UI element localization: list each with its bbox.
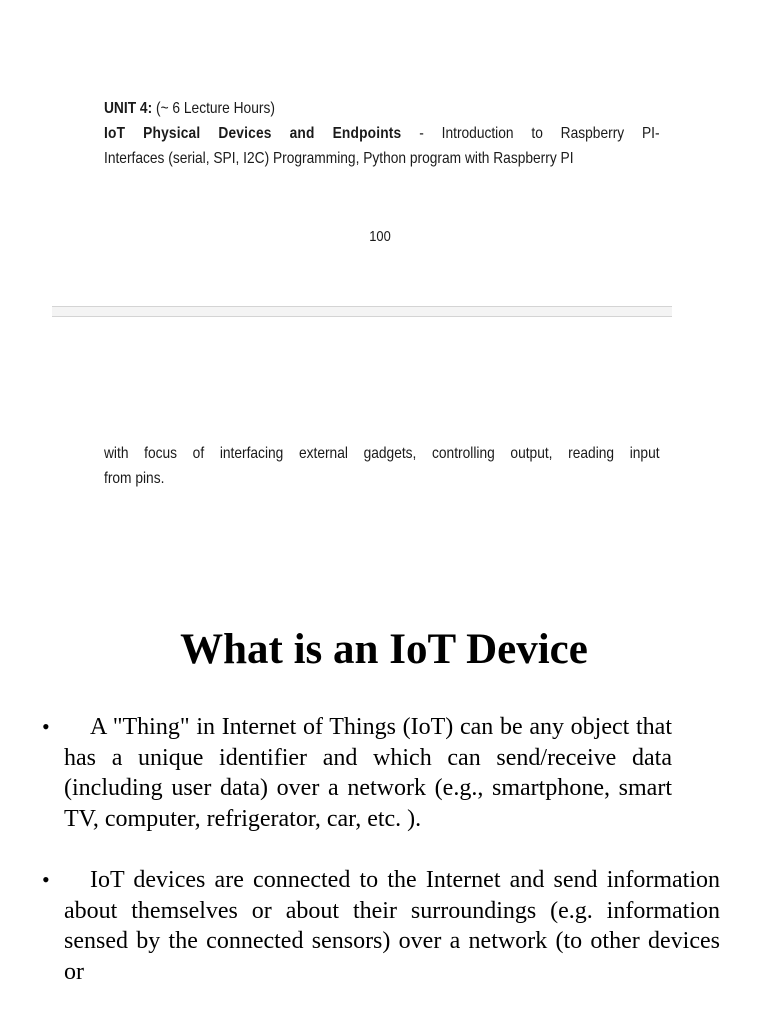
page-number: 100 (369, 228, 391, 245)
syllabus-excerpt (104, 96, 660, 171)
page-break-divider (52, 306, 672, 317)
bullet-item (0, 865, 768, 987)
bullet-item (0, 712, 672, 834)
unit-label: UNIT 4: (104, 100, 153, 117)
topic-description: - Introduction to Raspberry PI- (401, 125, 660, 142)
bullet-text: A "Thing" in Internet of Things (IoT) can be any object that has a unique identifier and which can send/receive data (including user data) over a network (e.g., smartphone, smart TV, computer, refrigerator, car, etc. ). (64, 714, 672, 832)
bullet-list (0, 712, 768, 987)
topic-title: IoT Physical Devices and Endpoints (104, 125, 402, 142)
bullet-marker: • (42, 714, 50, 739)
continuation-line-2: from pins. (104, 470, 165, 487)
topic-line (104, 121, 660, 146)
unit-hours: (~ 6 Lecture Hours) (152, 100, 275, 117)
continuation-line-1: with focus of interfacing external gadgets, controlling output, reading input (104, 445, 660, 462)
bullet-marker: • (42, 867, 50, 892)
slide-title: What is an IoT Device (180, 626, 588, 673)
bullet-text: IoT devices are connected to the Internet and send information about themselves or about their surroundings (e.g. information sensed by the connected sensors) over a network (to other devices or (64, 867, 720, 985)
syllabus-continuation (104, 441, 660, 491)
unit-heading (104, 96, 660, 121)
topic-description-line-2: Interfaces (serial, SPI, I2C) Programming, Python program with Raspberry PI (104, 150, 574, 167)
